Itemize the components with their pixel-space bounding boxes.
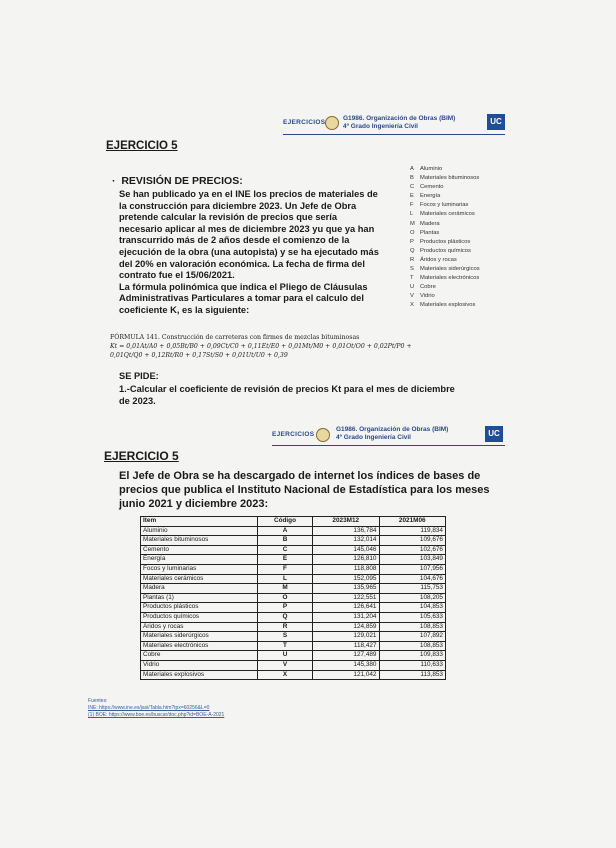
col-header-code: Código — [258, 517, 313, 527]
table-row: Energía E 126,810 103,849 — [141, 555, 446, 565]
statement-line: Administrativas Particulares a tomar para el calculo del — [119, 293, 364, 304]
legend-item: L Materiales cerámicos — [410, 211, 475, 218]
header-label: EJERCICIOS — [283, 119, 326, 126]
statement-line: La fórmula polinómica que indica el Pliego de Cláusulas — [119, 281, 368, 292]
header-label: EJERCICIOS — [272, 431, 315, 438]
header-top — [283, 113, 505, 133]
statement-line: pretende calcular la revisión de precios que sería — [119, 212, 338, 223]
bullet: · — [112, 175, 122, 187]
legend-item: R Áridos y rocas — [410, 256, 457, 263]
degree-name: 4º Grado Ingeniería Civil — [343, 123, 418, 130]
formula-line: 0,01Qt/Q0 + 0,12Rt/R0 + 0,17St/S0 + 0,01Ut/U0 + 0,39 — [110, 352, 288, 359]
table-row: Áridos y rocas R 124,859 108,853 — [141, 622, 446, 632]
header-course — [336, 426, 448, 442]
table-row: Cobre U 127,489 109,833 — [141, 651, 446, 661]
material-legend — [410, 165, 480, 311]
legend-item: A Aluminio — [410, 166, 443, 172]
table-row: Materiales explosivos X 121,042 113,853 — [141, 670, 446, 680]
table-row: Materiales bituminosos B 132,014 109,676 — [141, 536, 446, 546]
intro-paragraph — [119, 469, 519, 511]
statement-line: coeficiente K, es la siguiente: — [119, 304, 250, 315]
col-header-item: Item — [141, 517, 258, 527]
legend-item: T Materiales electrónicos — [410, 275, 480, 282]
legend-item: E Energía — [410, 193, 441, 200]
exercise-title: EJERCICIO 5 — [104, 449, 179, 463]
task-line: de 2023. — [119, 395, 156, 406]
col-header-2023m12: 2023M12 — [313, 517, 380, 527]
price-index-table — [140, 516, 446, 680]
legend-item: B Materiales bituminosos — [410, 175, 480, 182]
intro-line: precios que publica el Instituto Nacional de Estadística para los meses — [119, 484, 490, 496]
legend-item: U Cobre — [410, 284, 436, 291]
statement-line: necesario aplicar al mes de diciembre 2023 yu que ya han — [119, 223, 375, 234]
table-header-row — [141, 517, 446, 527]
legend-item: O Plantas — [410, 229, 440, 236]
uc-logo: UC — [485, 426, 503, 442]
table-row: Productos químicos Q 131,204 105,633 — [141, 612, 446, 622]
task — [119, 384, 455, 407]
statement-line: transcurrido más de 2 años desde el comienzo de la — [119, 235, 350, 246]
table-row: Plantas (1) O 122,551 108,205 — [141, 593, 446, 603]
polynomial-formula — [110, 333, 510, 360]
legend-item: C Cemento — [410, 184, 444, 191]
table-row: Aluminio A 136,784 119,834 — [141, 526, 446, 536]
statement-line: Se han publicado ya en el INE los precios de materiales de — [119, 189, 378, 199]
formula-line: Kt = 0,01At/A0 + 0,05Bt/B0 + 0,09Ct/C0 + 0,11Et/E0 + 0,01Mt/M0 + 0,01Ot/O0 + 0,02Pt/P0 + — [110, 343, 412, 350]
sources-label: Fuentes: — [88, 698, 108, 704]
legend-item: F Focos y luminarias — [410, 202, 469, 209]
heading-text: REVISIÓN DE PRECIOS: — [121, 175, 243, 187]
revision-heading — [112, 175, 243, 187]
sources — [88, 698, 224, 719]
university-seal-icon — [325, 116, 339, 130]
header-rule — [272, 445, 505, 446]
source-link[interactable]: (1) BOE: https://www.boe.es/buscar/doc.php?id=BOE-A-2021 — [88, 712, 225, 718]
table-row: Focos y luminarias F 118,808 107,956 — [141, 564, 446, 574]
col-header-2021m06: 2021M06 — [379, 517, 446, 527]
exercise-title: EJERCICIO 5 — [106, 140, 178, 152]
table-row: Vidrio V 145,380 110,633 — [141, 660, 446, 670]
legend-item: P Productos plásticos — [410, 238, 471, 245]
course-name: G1986. Organización de Obras (BIM) — [336, 426, 449, 433]
header-rule — [283, 134, 505, 135]
table-row: Madera M 135,965 115,753 — [141, 584, 446, 594]
header-course — [343, 115, 455, 131]
intro-line: El Jefe de Obra se ha descargado de internet los índices de bases de — [119, 470, 481, 482]
legend-item: Q Productos químicos — [410, 247, 471, 254]
legend-item: M Madera — [410, 220, 440, 227]
table-row: Materiales electrónicos T 118,427 108,853 — [141, 641, 446, 651]
legend-item: V Vidrio — [410, 293, 435, 300]
university-seal-icon — [316, 428, 330, 442]
se-pide: SE PIDE: — [119, 371, 159, 381]
uc-logo: UC — [487, 114, 505, 130]
legend-item: X Materiales explosivos — [410, 302, 476, 309]
statement-line: contrato fue el 15/06/2021. — [119, 270, 235, 281]
table-row: Cemento C 145,046 102,676 — [141, 545, 446, 555]
intro-line: junio 2021 y diciembre 2023: — [119, 498, 269, 510]
task-line: 1.-Calcular el coeficiente de revisión de precios Kt para el mes de diciembre — [119, 384, 455, 394]
table-row: Materiales cerámicos L 152,095 104,676 — [141, 574, 446, 584]
problem-statement — [119, 189, 419, 317]
statement-line: ejecución de la obra (una autopista) y se ha ejecutado más — [119, 246, 379, 257]
course-name: G1986. Organización de Obras (BIM) — [343, 115, 456, 122]
table-row: Productos plásticos P 126,641 104,853 — [141, 603, 446, 613]
formula-title: FÓRMULA 141. Construcción de carreteras con firmes de mezclas bituminosas — [110, 334, 360, 341]
statement-line: del 20% en valoración económica. La fecha de firma del — [119, 258, 365, 269]
legend-item: S Materiales siderúrgicos — [410, 266, 480, 273]
source-link[interactable]: INE: https://www.ine.es/jaxi/Tabla.htm?tpx=60256&L=0 — [88, 705, 210, 711]
degree-name: 4º Grado Ingeniería Civil — [336, 434, 411, 441]
table-row: Materiales siderúrgicos S 129,021 107,892 — [141, 632, 446, 642]
statement-line: la construcción para diciembre 2023. Un Jefe de Obra — [119, 200, 357, 211]
header-second — [272, 424, 505, 444]
